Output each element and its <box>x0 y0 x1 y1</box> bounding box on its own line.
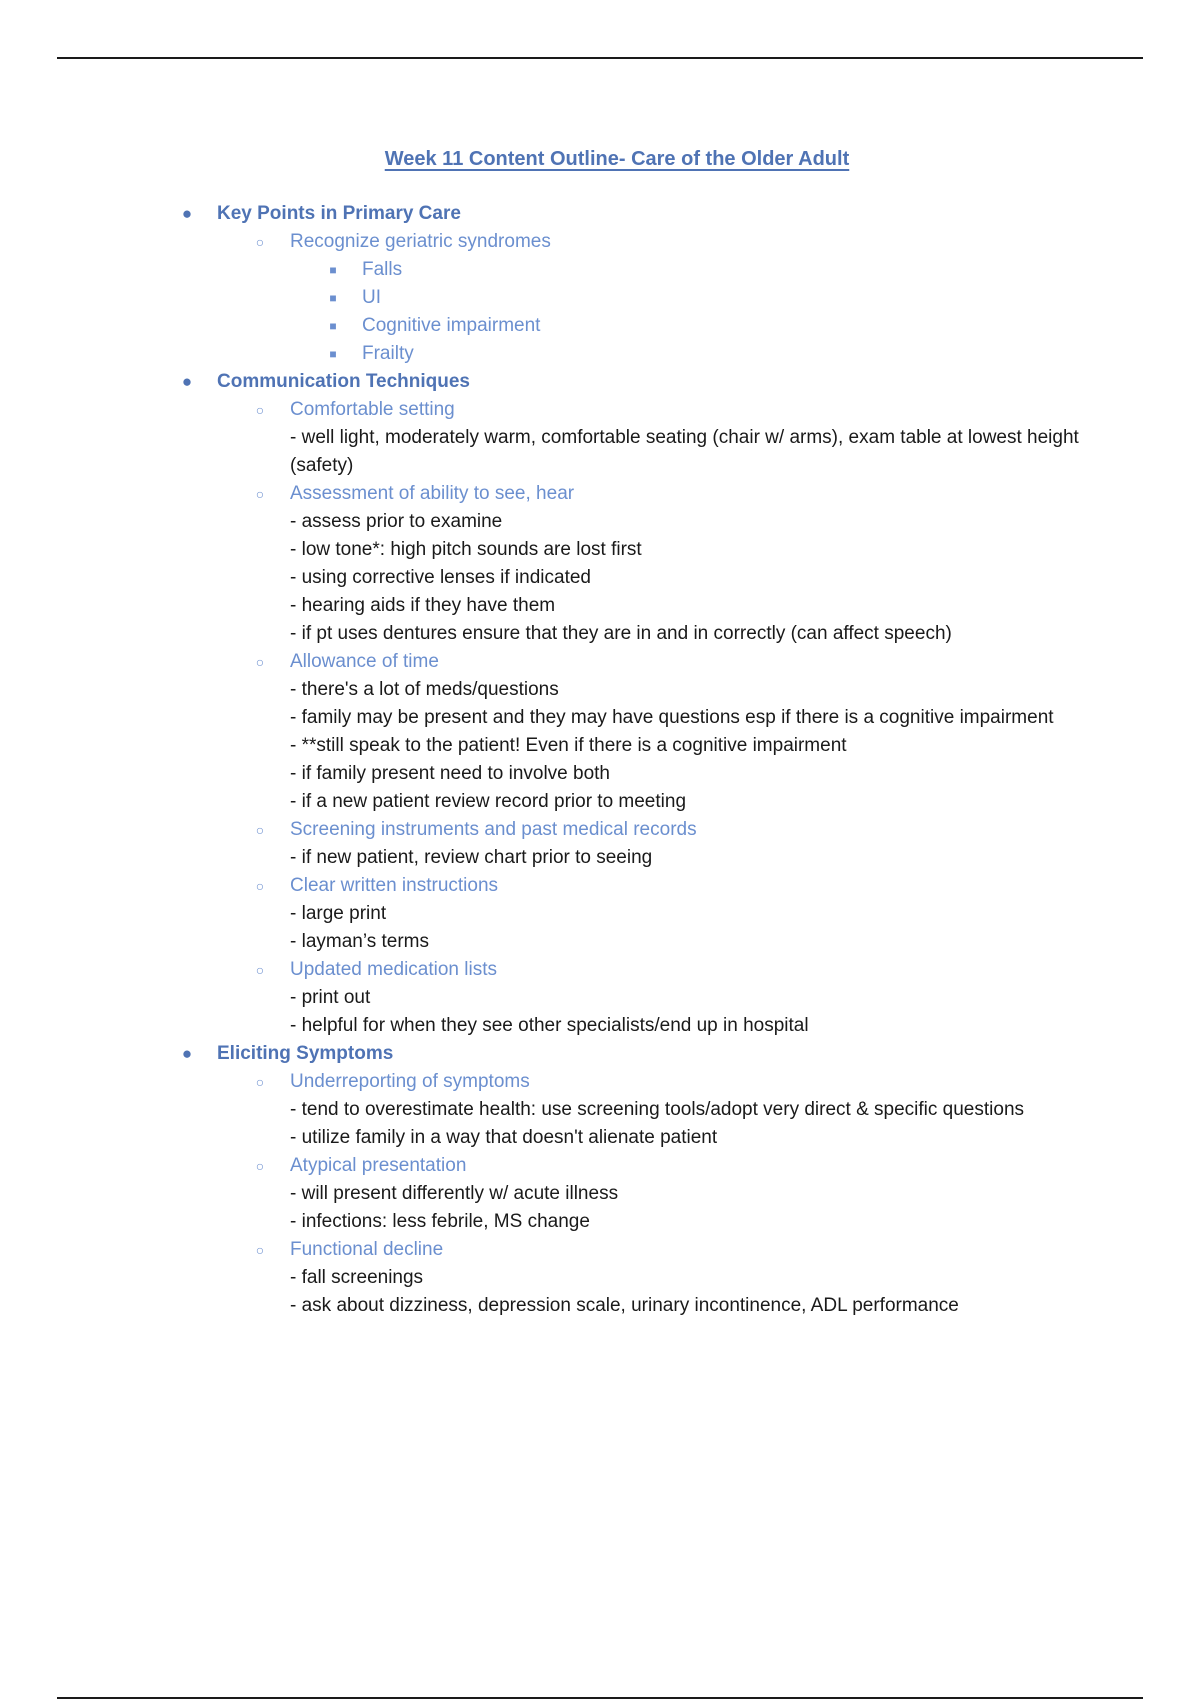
outline-note: - if family present need to involve both <box>290 763 611 784</box>
bullet-circle-icon: ○ <box>255 822 265 838</box>
outline-note: - large print <box>290 903 387 924</box>
outline-item <box>0 956 1200 984</box>
outline-note: - fall screenings <box>290 1267 424 1288</box>
outline-note: - well light, moderately warm, comfortable seating (chair w/ arms), exam table at lowest height (safety) <box>290 427 1079 476</box>
bullet-dot-icon: ● <box>181 372 193 391</box>
outline-item-label: Assessment of ability to see, hear <box>290 483 575 504</box>
document-title: Week 11 Content Outline- Care of the Older Adult <box>384 148 850 170</box>
sub-item <box>0 312 1200 340</box>
sub-item <box>0 340 1200 368</box>
outline-item-label: Atypical presentation <box>290 1155 467 1176</box>
sub-item-label: Frailty <box>362 343 414 364</box>
section-heading <box>0 1040 1200 1068</box>
bullet-circle-icon: ○ <box>255 402 265 418</box>
bullet-circle-icon: ○ <box>255 1242 265 1258</box>
outline-item-label: Clear written instructions <box>290 875 499 896</box>
header-rule <box>57 57 1143 59</box>
sub-item <box>0 256 1200 284</box>
content-outline <box>0 200 1200 1320</box>
outline-item-label: Allowance of time <box>290 651 439 672</box>
outline-note: - using corrective lenses if indicated <box>290 567 591 588</box>
outline-note: - family may be present and they may have questions esp if there is a cognitive impairment <box>290 707 1054 728</box>
sub-item-label: Falls <box>362 259 403 280</box>
bullet-square-icon: ■ <box>329 291 337 305</box>
bullet-square-icon: ■ <box>329 347 337 361</box>
sub-item-label: UI <box>362 287 381 308</box>
outline-item <box>0 228 1200 256</box>
outline-note: - if new patient, review chart prior to seeing <box>290 847 653 868</box>
bullet-circle-icon: ○ <box>255 234 265 250</box>
outline-note: - layman’s terms <box>290 931 430 952</box>
outline-item <box>0 1068 1200 1096</box>
outline-note: - if a new patient review record prior to meeting <box>290 791 687 812</box>
bullet-square-icon: ■ <box>329 263 337 277</box>
sub-item <box>0 284 1200 312</box>
outline-item <box>0 396 1200 424</box>
bullet-circle-icon: ○ <box>255 1158 265 1174</box>
sub-item-label: Cognitive impairment <box>362 315 541 336</box>
outline-note: - tend to overestimate health: use screening tools/adopt very direct & specific questions <box>290 1099 1025 1120</box>
outline-item-label: Comfortable setting <box>290 399 455 420</box>
outline-note: - ask about dizziness, depression scale, urinary incontinence, ADL performance <box>290 1295 959 1316</box>
section-heading-text: Key Points in Primary Care <box>217 203 461 224</box>
section-heading-text: Eliciting Symptoms <box>217 1043 394 1064</box>
bullet-dot-icon: ● <box>181 1044 193 1063</box>
outline-item-label: Underreporting of symptoms <box>290 1071 530 1092</box>
outline-item <box>0 816 1200 844</box>
outline-note: - there's a lot of meds/questions <box>290 679 559 700</box>
outline-item <box>0 872 1200 900</box>
outline-item <box>0 1152 1200 1180</box>
outline-note: - hearing aids if they have them <box>290 595 556 616</box>
section-heading-text: Communication Techniques <box>217 371 471 392</box>
outline-note: - infections: less febrile, MS change <box>290 1211 590 1232</box>
outline-item-label: Updated medication lists <box>290 959 497 980</box>
outline-note: - low tone*: high pitch sounds are lost first <box>290 539 642 560</box>
outline-item-label: Recognize geriatric syndromes <box>290 231 551 252</box>
section-heading <box>0 368 1200 396</box>
bullet-circle-icon: ○ <box>255 962 265 978</box>
outline-note: - will present differently w/ acute illness <box>290 1183 619 1204</box>
outline-note: - print out <box>290 987 371 1008</box>
footer-rule <box>57 1697 1143 1699</box>
outline-note: - if pt uses dentures ensure that they are in and in correctly (can affect speech) <box>290 623 952 644</box>
section-heading <box>0 200 1200 228</box>
outline-note: - assess prior to examine <box>290 511 503 532</box>
bullet-circle-icon: ○ <box>255 1074 265 1090</box>
outline-item-label: Screening instruments and past medical records <box>290 819 697 840</box>
outline-item <box>0 1236 1200 1264</box>
outline-note: - utilize family in a way that doesn't alienate patient <box>290 1127 718 1148</box>
bullet-circle-icon: ○ <box>255 654 265 670</box>
outline-item-label: Functional decline <box>290 1239 444 1260</box>
bullet-square-icon: ■ <box>329 319 337 333</box>
bullet-circle-icon: ○ <box>255 486 265 502</box>
outline-note: - helpful for when they see other specialists/end up in hospital <box>290 1015 809 1036</box>
bullet-circle-icon: ○ <box>255 878 265 894</box>
outline-note: - **still speak to the patient! Even if there is a cognitive impairment <box>290 735 847 756</box>
bullet-dot-icon: ● <box>181 204 193 223</box>
outline-item <box>0 648 1200 676</box>
outline-item <box>0 480 1200 508</box>
